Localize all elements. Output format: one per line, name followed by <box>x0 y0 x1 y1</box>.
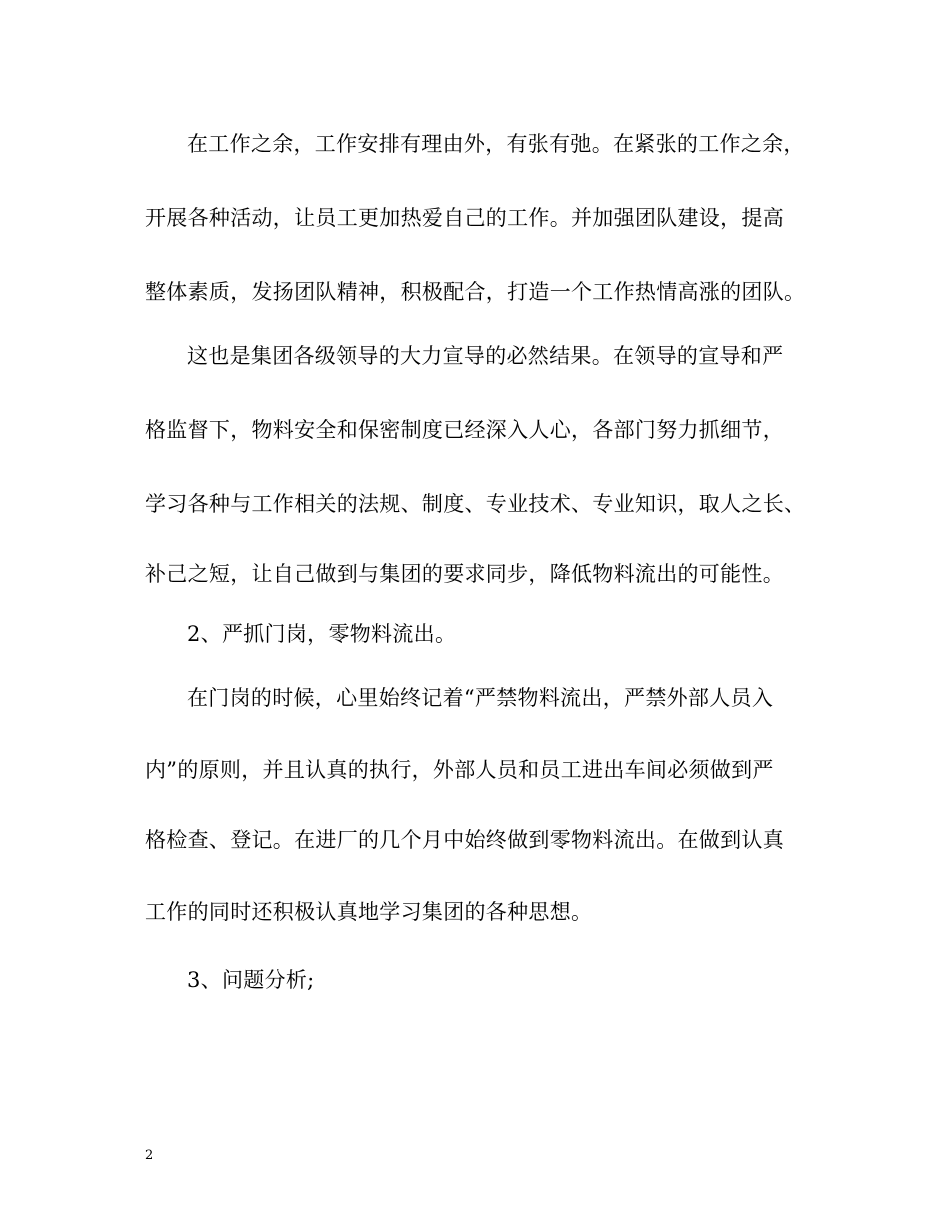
page-number: 2 <box>145 1148 154 1163</box>
paragraph-line: 开展各种活动，让员工更加热爱自己的工作。并加强团队建设，提高 <box>145 206 784 230</box>
section-heading: 2、严抓门岗，零物料流出。 <box>187 622 457 646</box>
paragraph-line: 工作的同时还积极认真地学习集团的各种思想。 <box>145 900 593 924</box>
section-heading: 3、问题分析; <box>187 968 315 992</box>
paragraph-line: 学习各种与工作相关的法规、制度、专业技术、专业知识，取人之长、 <box>145 492 806 516</box>
paragraph-line: 格检查、登记。在进厂的几个月中始终做到零物料流出。在做到认真 <box>145 828 784 852</box>
paragraph-line: 补己之短，让自己做到与集团的要求同步，降低物料流出的可能性。 <box>145 562 784 586</box>
paragraph-line: 整体素质，发扬团队精神，积极配合，打造一个工作热情高涨的团队。 <box>145 280 806 304</box>
paragraph-line: 在门岗的时候，心里始终记着“严禁物料流出，严禁外部人员入 <box>187 686 774 710</box>
paragraph-line: 在工作之余，工作安排有理由外，有张有弛。在紧张的工作之余， <box>187 132 805 156</box>
paragraph-line: 内”的原则，并且认真的执行，外部人员和员工进出车间必须做到严 <box>145 758 774 782</box>
paragraph-line: 这也是集团各级领导的大力宣导的必然结果。在领导的宣导和严 <box>187 344 784 368</box>
paragraph-line: 格监督下，物料安全和保密制度已经深入人心，各部门努力抓细节， <box>145 418 784 442</box>
